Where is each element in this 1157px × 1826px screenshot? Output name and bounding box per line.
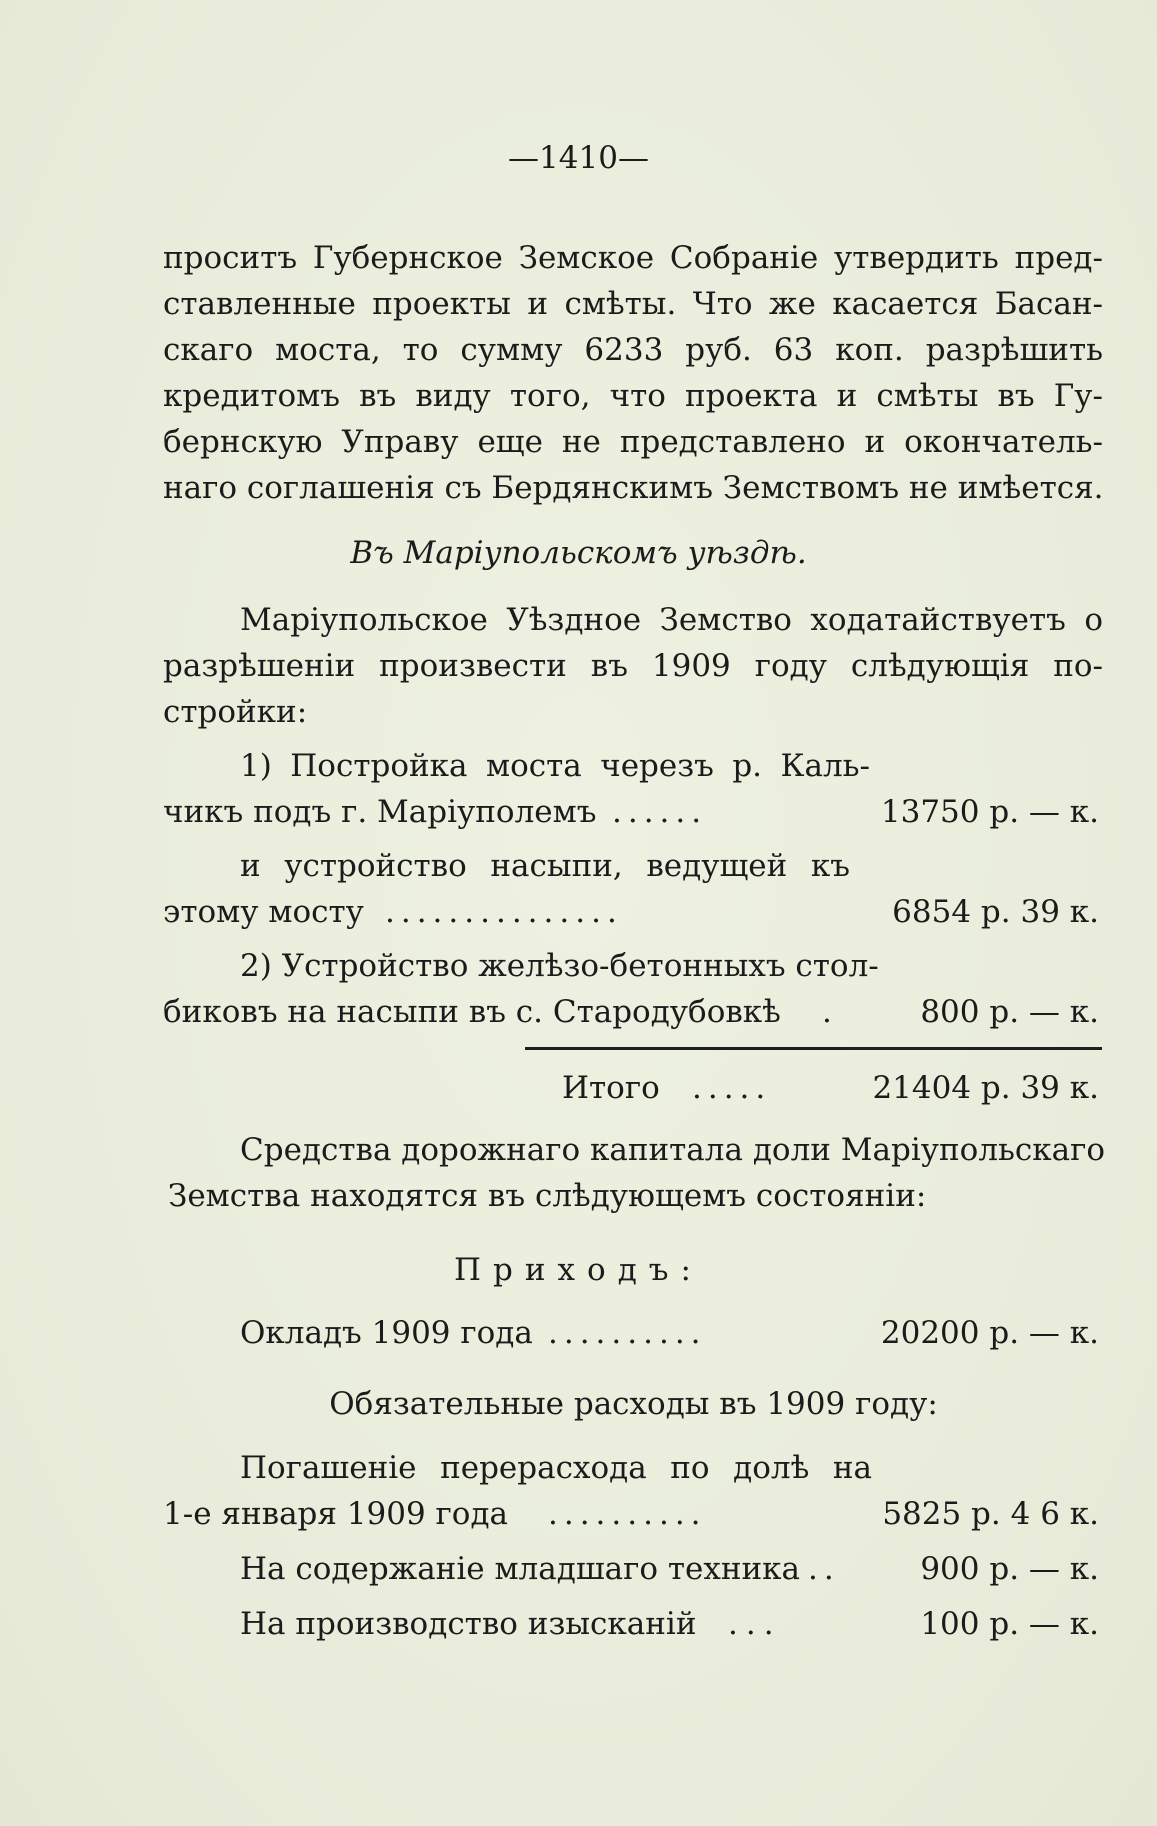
para1-line: скаго моста, то сумму 6233 руб. 63 коп. разрѣшить — [163, 332, 1103, 368]
leader-dots: ............... — [385, 894, 623, 930]
total-amount: 21404 р. 39 к. — [872, 1070, 1099, 1106]
expense1-line1: Погашеніе перерасхода по долѣ на — [240, 1450, 872, 1486]
para2-line: Маріупольское Уѣздное Земство ходатайствуетъ о — [240, 602, 1103, 638]
para1-line: кредитомъ въ виду того, что проекта и смѣты въ Гу- — [163, 378, 1103, 414]
expense2-label: На содержаніе младшаго техника — [240, 1551, 801, 1587]
item1-text: чикъ подъ г. Маріуполемъ — [163, 794, 597, 830]
income-label: Окладъ 1909 года — [240, 1315, 533, 1351]
item1-amount: 13750 р. — к. — [880, 794, 1099, 830]
leader-dots: ..... — [692, 1070, 772, 1106]
leader-dots: .......... — [548, 1496, 707, 1532]
leader-dots: .......... — [548, 1315, 707, 1351]
section-heading: Въ Маріупольскомъ уѣздѣ. — [350, 535, 807, 571]
leader-dots: ...... — [612, 794, 708, 830]
para1-line: бернскую Управу еще не представлено и окончатель- — [163, 424, 1103, 460]
para1-line: наго соглашенія съ Бердянскимъ Земствомъ не имѣется. — [163, 470, 1104, 506]
para3-line: Земства находятся въ слѣдующемъ состояніи: — [168, 1178, 927, 1214]
item1b-amount: 6854 р. 39 к. — [892, 894, 1099, 930]
total-label: Итого — [562, 1070, 660, 1106]
para2-line: разрѣшеніи произвести въ 1909 году слѣдующія по- — [163, 648, 1103, 684]
income-heading: Приходъ: — [454, 1252, 703, 1288]
item2-text: биковъ на насыпи въ с. Стародубовкѣ — [163, 994, 781, 1030]
para2-line: стройки: — [163, 694, 308, 730]
expense3-label: На производство изысканій — [240, 1606, 697, 1642]
expense2-amount: 900 р. — к. — [920, 1551, 1099, 1587]
item2-amount: 800 р. — к. — [920, 994, 1099, 1030]
para1-line: ставленные проекты и смѣты. Что же касается Басан- — [163, 286, 1103, 322]
leader-dots: ... — [728, 1606, 782, 1642]
expenses-heading: Обязательные расходы въ 1909 году: — [329, 1386, 938, 1422]
item1-line1: 1) Постройка моста черезъ р. Каль- — [240, 748, 870, 784]
leader-dots: . — [822, 994, 832, 1030]
para3-line: Средства дорожнаго капитала доли Маріупольскаго — [240, 1132, 1106, 1168]
para1-line: проситъ Губернское Земское Собраніе утвердить пред- — [163, 240, 1103, 276]
item1b-line1: и устройство насыпи, ведущей къ — [240, 848, 850, 884]
item2-line1: 2) Устройство желѣзо-бетонныхъ стол- — [240, 948, 879, 984]
expense3-amount: 100 р. — к. — [920, 1606, 1099, 1642]
item1b-text: этому мосту — [163, 894, 364, 930]
expense1-text: 1-е января 1909 года — [163, 1496, 509, 1532]
income-amount: 20200 р. — к. — [880, 1315, 1099, 1351]
page-number: —1410— — [508, 140, 649, 176]
leader-dots: .. — [808, 1551, 840, 1587]
expense1-amount: 5825 р. 4 6 к. — [882, 1496, 1099, 1532]
total-rule — [525, 1047, 1102, 1050]
